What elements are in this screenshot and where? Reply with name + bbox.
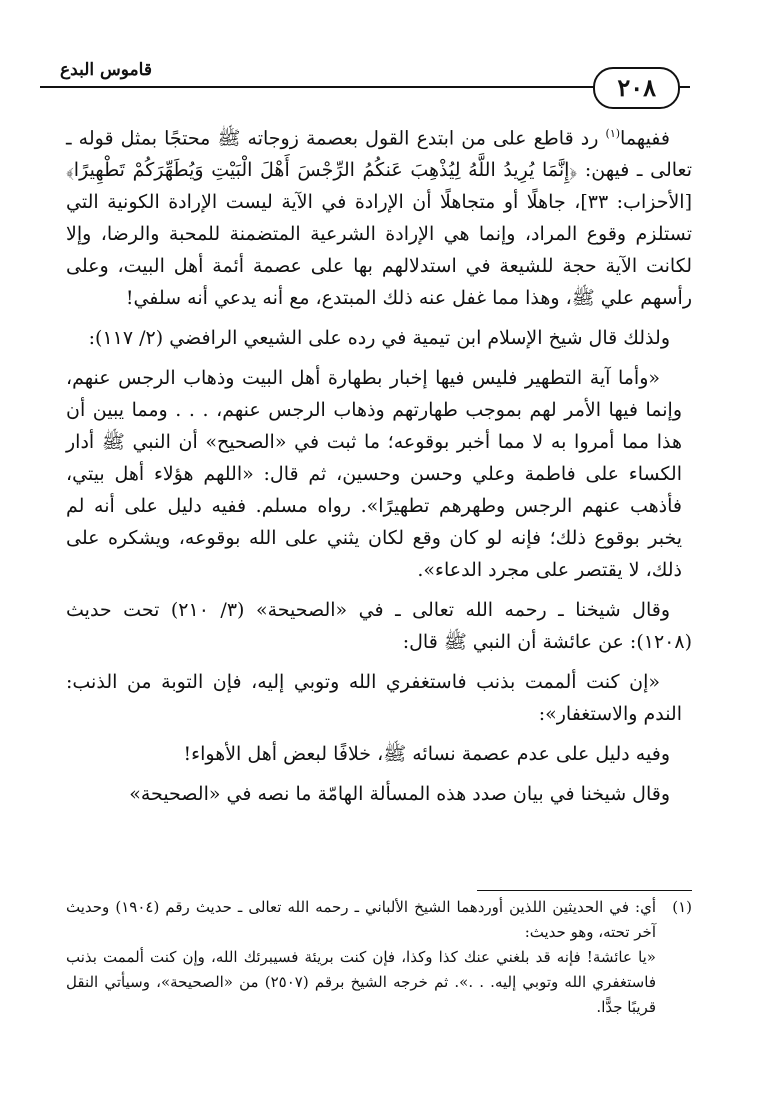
footnote-number: (١) xyxy=(672,898,692,916)
footnote-body xyxy=(66,895,656,1020)
footnote-line-1: أي: في الحديثين اللذين أوردهما الشيخ الألباني ـ رحمه الله تعالى ـ حديث رقم (١٩٠٤) وحديث آخر تحته، وهو حديث: xyxy=(66,898,657,941)
paragraph-1 xyxy=(66,118,692,314)
footnote-1 xyxy=(66,895,692,1020)
paragraph-1-lead: ففيهما xyxy=(620,127,670,150)
main-text xyxy=(66,118,692,818)
footnotes xyxy=(66,895,692,1020)
running-title: قاموس البدع xyxy=(52,60,160,80)
paragraph-2: ولذلك قال شيخ الإسلام ابن تيمية في رده على الشيعي الرافضي (٢/ ١١٧): xyxy=(88,327,670,350)
footnote-ref-1: (١) xyxy=(605,127,621,140)
footnote-line-2: «يا عائشة! فإنه قد بلغني عنك كذا وكذا، فإن كنت بريئة فسيبرئك الله، وإن كنت ألممت بذنب فاستغفري الله وتوبي إليه. . .». ثم خرجه الشيخ برقم (٢٥٠٧) من «الصحيحة»، وسيأتي النقل قريبًا جدًّا. xyxy=(66,948,656,1016)
paragraph-7: وقال شيخنا في بيان صدد هذه المسألة الهامّة ما نصه في «الصحيحة» xyxy=(129,783,670,806)
footnote-rule xyxy=(477,890,692,891)
quote-hadith: «إن كنت ألممت بذنب فاستغفري الله وتوبي إليه، فإن التوبة من الذنب: الندم والاستغفار»: xyxy=(66,671,682,726)
paragraph-1-text: رد قاطع على من ابتدع القول بعصمة زوجاته ﷺ محتجًا بمثل قوله ـ تعالى ـ فيهن: ﴿إِنَّمَا يُرِيدُ اللَّهُ لِيُذْهِبَ عَنكُمُ الرِّجْسَ أَهْلَ الْبَيْتِ وَيُطَهِّرَكُمْ تَطْهِيرًا﴾ [الأحزاب: ٣٣]، جاهلًا أو متجاهلًا أن الإرادة في الآية ليست الإرادة الكونية التي تستلزم وقوع المراد، وإنما هي الإرادة الشرعية المتضمنة للمحبة والرضا، وإلا لكانت الآية حجة للشيعة في استدلالهم بها على عصمة أئمة أهل البيت، وعلى رأسهم علي ﷺ، وهذا مما غفل عنه ذلك المبتدع، مع أنه يدعي أنه سلفي! xyxy=(66,127,692,310)
page-header xyxy=(40,62,690,112)
paragraph-6: وفيه دليل على عدم عصمة نسائه ﷺ، خلافًا لبعض أهل الأهواء! xyxy=(183,743,670,766)
page-number: ٢٠٨ xyxy=(593,67,680,109)
quote-ibn-taymiyya: «وأما آية التطهير فليس فيها إخبار بطهارة أهل البيت وذهاب الرجس عنهم، وإنما فيها الأمر لهم بموجب طهارتهم وذهاب الرجس عنهم، . . . ومما يبين أن هذا مما أمروا به لا مما أخبر بوقوعه؛ ما ثبت في «الصحيح» أن النبي ﷺ أدار الكساء على فاطمة وعلي وحسن وحسين، ثم قال: «اللهم هؤلاء أهل بيتي، فأذهب عنهم الرجس وطهرهم تطهيرًا». رواه مسلم. ففيه دليل على أنه لم يخبر بوقوع ذلك؛ فإنه لو كان وقع لكان يثني على الله بوقوعه، ويشكره على ذلك، لا يقتصر على مجرد الدعاء». xyxy=(66,367,682,582)
paragraph-4: وقال شيخنا ـ رحمه الله تعالى ـ في «الصحيحة» (٣/ ٢١٠) تحت حديث (١٢٠٨): عن عائشة أن النبي ﷺ قال: xyxy=(66,599,692,654)
